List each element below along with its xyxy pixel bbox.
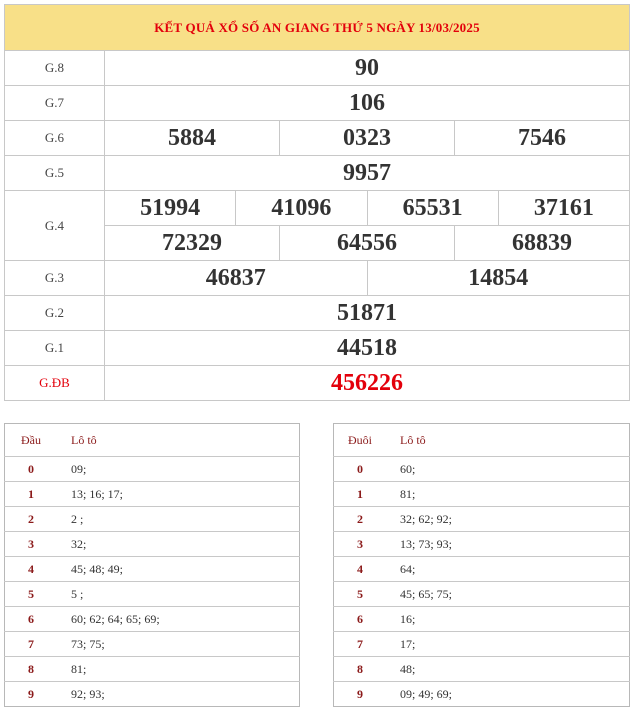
loto-row (334, 557, 630, 582)
loto-key: 9 (28, 686, 34, 701)
loto-row (5, 557, 300, 582)
loto-row (334, 607, 630, 632)
loto-row (5, 657, 300, 682)
prize-number: 41096 (236, 191, 367, 226)
loto-values: 32; 62; 92; (386, 507, 630, 532)
loto-row (334, 582, 630, 607)
loto-values: 64; (386, 557, 630, 582)
loto-values: 60; (386, 457, 630, 482)
loto-key: 0 (334, 457, 387, 482)
loto-key: 9 (357, 686, 363, 701)
loto-key: 5 (334, 582, 387, 607)
loto-values: 48; (386, 657, 630, 682)
loto-key-header: Đuôi (334, 424, 387, 457)
prize-row-g2 (5, 296, 630, 331)
prize-number: 68839 (455, 226, 630, 261)
prize-number: 51871 (105, 296, 630, 331)
loto-value-header: Lô tô (386, 424, 630, 457)
loto-row (334, 457, 630, 482)
loto-head-table (4, 423, 300, 707)
loto-row (5, 507, 300, 532)
loto-row (334, 657, 630, 682)
prize-row-g3 (5, 261, 630, 296)
prize-label: G.5 (5, 156, 105, 191)
loto-values: 92; 93; (71, 686, 105, 701)
loto-header-row (5, 424, 300, 457)
loto-row (5, 632, 300, 657)
loto-row (334, 482, 630, 507)
prize-number: 7546 (455, 121, 630, 156)
prize-number: 9957 (105, 156, 630, 191)
loto-row (334, 682, 630, 707)
prize-label: G.3 (5, 261, 105, 296)
loto-key: 4 (334, 557, 387, 582)
loto-values: 17; (386, 632, 630, 657)
loto-tail-table (333, 423, 630, 707)
loto-key: 3 (5, 532, 58, 557)
prize-number: 64556 (280, 226, 455, 261)
loto-key: 5 (5, 582, 58, 607)
loto-row (5, 582, 300, 607)
prize-number: 90 (105, 51, 630, 86)
loto-row (5, 532, 300, 557)
loto-values: 5 ; (57, 582, 300, 607)
results-table (4, 4, 630, 401)
loto-key: 6 (334, 607, 387, 632)
loto-values: 13; 16; 17; (57, 482, 300, 507)
loto-key: 6 (5, 607, 58, 632)
loto-values: 16; (386, 607, 630, 632)
prize-label: G.6 (5, 121, 105, 156)
loto-values: 2 ; (57, 507, 300, 532)
loto-key: 2 (334, 507, 387, 532)
prize-row-g4 (5, 191, 630, 226)
prize-number: 37161 (498, 191, 629, 226)
loto-values: 32; (57, 532, 300, 557)
special-prize-number: 456226 (105, 366, 630, 401)
prize-number: 14854 (367, 261, 630, 296)
prize-number: 44518 (105, 331, 630, 366)
prize-row-g8 (5, 51, 630, 86)
loto-key: 1 (5, 482, 58, 507)
prize-row-g7 (5, 86, 630, 121)
loto-row (334, 532, 630, 557)
prize-label: G.4 (5, 191, 105, 261)
loto-key: 8 (334, 657, 387, 682)
prize-number: 65531 (367, 191, 498, 226)
prize-number: 5884 (105, 121, 280, 156)
loto-key: 1 (334, 482, 387, 507)
prize-number: 0323 (280, 121, 455, 156)
loto-values: 81; (386, 482, 630, 507)
loto-value-header: Lô tô (57, 424, 300, 457)
loto-row (5, 482, 300, 507)
loto-values: 73; 75; (57, 632, 300, 657)
loto-key: 4 (5, 557, 58, 582)
prize-label: G.2 (5, 296, 105, 331)
results-title: KẾT QUẢ XỔ SỐ AN GIANG THỨ 5 NGÀY 13/03/2025 (5, 5, 630, 51)
loto-key: 3 (334, 532, 387, 557)
loto-values: 45; 65; 75; (386, 582, 630, 607)
prize-number: 46837 (105, 261, 368, 296)
prize-label: G.7 (5, 86, 105, 121)
loto-key: 0 (5, 457, 58, 482)
loto-key-header: Đầu (5, 424, 58, 457)
loto-header-row (334, 424, 630, 457)
loto-values: 13; 73; 93; (386, 532, 630, 557)
special-prize-label: G.ĐB (5, 366, 105, 401)
loto-row (334, 507, 630, 532)
loto-key: 2 (5, 507, 58, 532)
loto-key: 7 (334, 632, 387, 657)
loto-row (5, 607, 300, 632)
loto-values: 60; 62; 64; 65; 69; (57, 607, 300, 632)
loto-key: 8 (5, 657, 58, 682)
loto-values: 81; (57, 657, 300, 682)
loto-key: 7 (5, 632, 58, 657)
prize-label: G.8 (5, 51, 105, 86)
prize-row-special (5, 366, 630, 401)
prize-row-g5 (5, 156, 630, 191)
loto-row (5, 682, 300, 707)
loto-values: 45; 48; 49; (57, 557, 300, 582)
prize-label: G.1 (5, 331, 105, 366)
prize-row-g6 (5, 121, 630, 156)
loto-values: 09; 49; 69; (400, 686, 453, 701)
prize-number: 106 (105, 86, 630, 121)
prize-number: 72329 (105, 226, 280, 261)
prize-number: 51994 (105, 191, 236, 226)
loto-values: 09; (57, 457, 300, 482)
loto-row (5, 457, 300, 482)
prize-row-g1 (5, 331, 630, 366)
loto-row (334, 632, 630, 657)
